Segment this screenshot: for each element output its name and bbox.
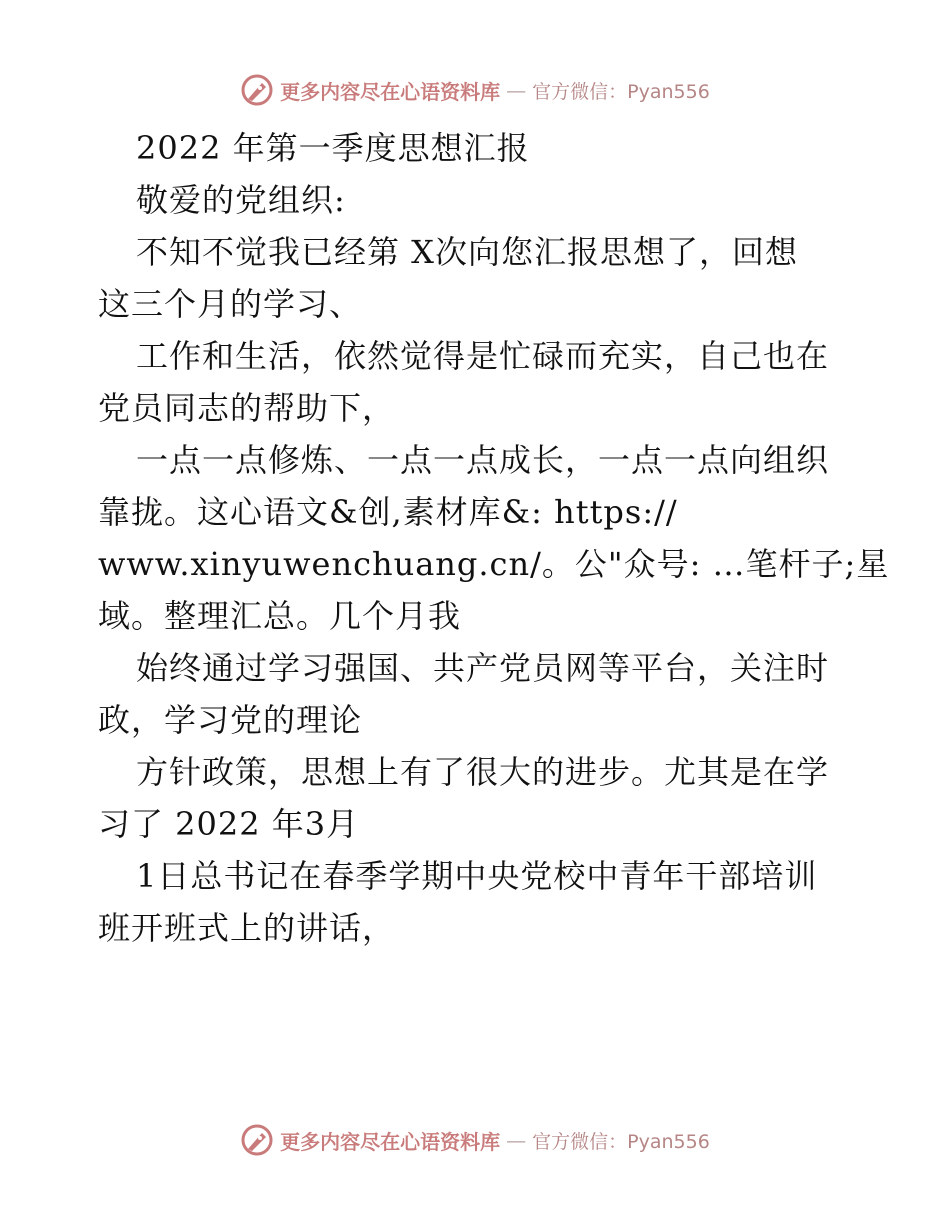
pen-nib-logo-icon bbox=[240, 1123, 274, 1157]
paragraph-line: 班开班式上的讲话， bbox=[98, 909, 396, 947]
document-title: 2022 年第一季度思想汇报 bbox=[136, 129, 530, 167]
header-watermark-content bbox=[240, 73, 710, 107]
paragraph-line: 一点一点修炼、一点一点成长，一点一点向组织 bbox=[136, 441, 830, 479]
paragraph-line: www.xinyuwenchuang.cn/。公"众号: …笔杆子;星 bbox=[98, 545, 890, 583]
header-watermark bbox=[0, 70, 950, 110]
paragraph-line: 方针政策，思想上有了很大的进步。尤其是在学 bbox=[136, 753, 830, 791]
footer-watermark-content bbox=[240, 1123, 710, 1157]
footer-separator: — bbox=[506, 1128, 527, 1152]
paragraph-line: 党员同志的帮助下， bbox=[98, 389, 396, 427]
document-salutation: 敬爱的党组织: bbox=[136, 181, 346, 219]
paragraph-line: 靠拢。这心语文&创,素材库&: https:// bbox=[98, 493, 678, 531]
header-separator: — bbox=[506, 78, 527, 102]
footer-brand-text: 更多内容尽在心语资料库 bbox=[280, 1129, 501, 1154]
paragraph-line: 1日总书记在春季学期中央党校中青年干部培训 bbox=[136, 857, 818, 895]
paragraph-line: 域。整理汇总。几个月我 bbox=[98, 597, 462, 635]
paragraph-line: 习了 2022 年3月 bbox=[98, 805, 360, 843]
header-brand-text: 更多内容尽在心语资料库 bbox=[280, 79, 501, 104]
paragraph-line: 工作和生活，依然觉得是忙碌而充实，自己也在 bbox=[136, 337, 830, 375]
paragraph-line: 不知不觉我已经第 X次向您汇报思想了，回想 bbox=[136, 233, 798, 271]
document-body bbox=[98, 122, 890, 954]
paragraph-line: 这三个月的学习、 bbox=[98, 285, 363, 323]
footer-watermark bbox=[0, 1120, 950, 1160]
footer-wechat-text: 官方微信：Pyan556 bbox=[532, 1130, 710, 1153]
pen-nib-logo-icon bbox=[240, 73, 274, 107]
paragraph-line: 始终通过学习强国、共产党员网等平台，关注时 bbox=[136, 649, 830, 687]
paragraph-line: 政，学习党的理论 bbox=[98, 701, 363, 739]
header-wechat-text: 官方微信：Pyan556 bbox=[532, 80, 710, 103]
